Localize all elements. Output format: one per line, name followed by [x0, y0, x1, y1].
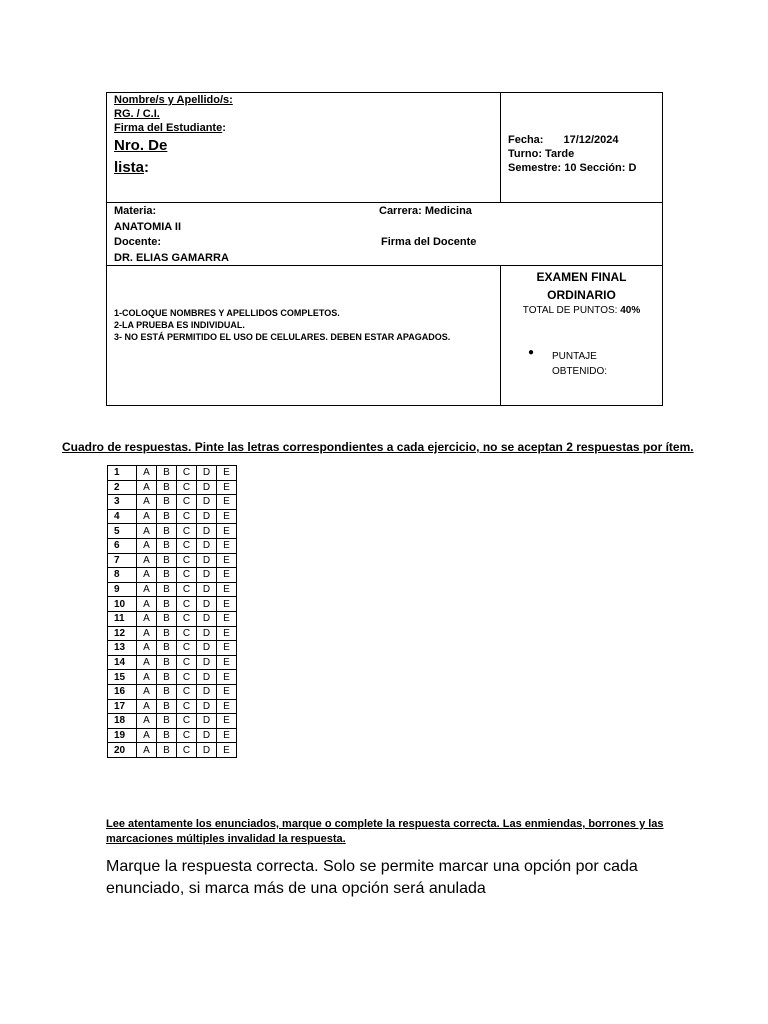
answer-row — [108, 728, 237, 743]
answer-option-d[interactable]: D — [197, 509, 217, 524]
answer-option-c[interactable]: C — [177, 699, 197, 714]
course-row — [114, 204, 655, 220]
answer-option-a[interactable]: A — [137, 641, 157, 656]
answer-option-a[interactable]: A — [137, 728, 157, 743]
answer-option-e[interactable]: E — [217, 626, 237, 641]
question-number: 20 — [108, 743, 137, 758]
answer-row — [108, 509, 237, 524]
answer-option-d[interactable]: D — [197, 495, 217, 510]
rg-ci-label: RG. / C.I. — [114, 108, 160, 120]
answer-option-d[interactable]: D — [197, 670, 217, 685]
answer-option-a[interactable]: A — [137, 568, 157, 583]
answer-option-b[interactable]: B — [157, 509, 177, 524]
answer-row — [108, 611, 237, 626]
answer-option-c[interactable]: C — [177, 568, 197, 583]
answer-option-c[interactable]: C — [177, 655, 197, 670]
answer-row — [108, 538, 237, 553]
answer-row — [108, 655, 237, 670]
score-label — [552, 349, 607, 379]
answer-row — [108, 597, 237, 612]
question-number: 12 — [108, 626, 137, 641]
answer-option-c[interactable]: C — [177, 597, 197, 612]
rule-item: 3- NO ESTÁ PERMITIDO EL USO DE CELULARES. DEBEN ESTAR APAGADOS. — [114, 331, 451, 342]
question-number: 17 — [108, 699, 137, 714]
answer-option-d[interactable]: D — [197, 641, 217, 656]
answer-option-a[interactable]: A — [137, 524, 157, 539]
answer-option-b[interactable]: B — [157, 611, 177, 626]
answer-option-a[interactable]: A — [137, 480, 157, 495]
answer-option-b[interactable]: B — [157, 728, 177, 743]
answer-option-a[interactable]: A — [137, 509, 157, 524]
answer-option-d[interactable]: D — [197, 655, 217, 670]
question-number: 4 — [108, 509, 137, 524]
answer-option-d[interactable]: D — [197, 466, 217, 481]
answer-row — [108, 568, 237, 583]
answer-option-b[interactable]: B — [157, 538, 177, 553]
answer-row — [108, 743, 237, 758]
answer-option-e[interactable]: E — [217, 684, 237, 699]
answer-option-e[interactable]: E — [217, 670, 237, 685]
exam-title-line2: ORDINARIO — [547, 288, 616, 302]
answer-row — [108, 495, 237, 510]
answer-option-d[interactable]: D — [197, 699, 217, 714]
answer-option-e[interactable]: E — [217, 466, 237, 481]
answer-option-e[interactable]: E — [217, 655, 237, 670]
question-number: 2 — [108, 480, 137, 495]
list-label: lista — [114, 159, 145, 176]
answer-option-b[interactable]: B — [157, 495, 177, 510]
answer-option-d[interactable]: D — [197, 524, 217, 539]
answer-option-d[interactable]: D — [197, 597, 217, 612]
question-number: 15 — [108, 670, 137, 685]
answer-option-a[interactable]: A — [137, 495, 157, 510]
answer-option-c[interactable]: C — [177, 466, 197, 481]
course-label: Materia: — [114, 205, 157, 217]
answer-option-d[interactable]: D — [197, 611, 217, 626]
answer-option-b[interactable]: B — [157, 655, 177, 670]
answer-option-e[interactable]: E — [217, 553, 237, 568]
answer-row — [108, 641, 237, 656]
teacher-label: Docente: — [114, 236, 162, 248]
question-number: 14 — [108, 655, 137, 670]
question-number: 3 — [108, 495, 137, 510]
answer-row — [108, 480, 237, 495]
answer-option-c[interactable]: C — [177, 538, 197, 553]
answer-option-e[interactable]: E — [217, 480, 237, 495]
answer-sheet-instruction: Cuadro de respuestas. Pinte las letras correspondientes a cada ejercicio, no se aceptan 2 respuestas por ítem. — [62, 440, 694, 454]
answer-row — [108, 626, 237, 641]
answer-option-e[interactable]: E — [217, 538, 237, 553]
answer-option-c[interactable]: C — [177, 743, 197, 758]
answer-option-b[interactable]: B — [157, 553, 177, 568]
answer-option-c[interactable]: C — [177, 641, 197, 656]
date-label: Fecha: — [508, 133, 544, 146]
rule-item: 2-LA PRUEBA ES INDIVIDUAL. — [114, 319, 245, 330]
question-number: 16 — [108, 684, 137, 699]
question-number: 10 — [108, 597, 137, 612]
question-number: 13 — [108, 641, 137, 656]
answer-option-c[interactable]: C — [177, 582, 197, 597]
answer-option-e[interactable]: E — [217, 699, 237, 714]
answer-option-c[interactable]: C — [177, 553, 197, 568]
answer-option-d[interactable]: D — [197, 538, 217, 553]
answer-option-b[interactable]: B — [157, 743, 177, 758]
answer-option-a[interactable]: A — [137, 699, 157, 714]
course-info-cell — [107, 203, 663, 266]
answer-option-e[interactable]: E — [217, 582, 237, 597]
answer-option-d[interactable]: D — [197, 626, 217, 641]
shift-text: Turno: Tarde — [508, 147, 575, 160]
exam-header-table — [106, 92, 663, 406]
score-label-line2: OBTENIDO: — [552, 366, 608, 377]
exam-title-line1: EXAMEN FINAL — [536, 270, 627, 284]
student-signature-row: Firma del Estudiante: — [114, 122, 226, 134]
answer-option-d[interactable]: D — [197, 582, 217, 597]
exam-info-cell — [501, 266, 663, 406]
answer-option-c[interactable]: C — [177, 524, 197, 539]
total-points-label: TOTAL DE PUNTOS: — [522, 305, 618, 316]
answer-option-e[interactable]: E — [217, 743, 237, 758]
question-number: 18 — [108, 714, 137, 729]
answer-option-b[interactable]: B — [157, 641, 177, 656]
student-info-cell — [107, 93, 501, 203]
answer-option-b[interactable]: B — [157, 670, 177, 685]
date-row — [508, 133, 655, 147]
answer-row — [108, 699, 237, 714]
question-number: 8 — [108, 568, 137, 583]
answer-option-e[interactable]: E — [217, 611, 237, 626]
answer-option-b[interactable]: B — [157, 568, 177, 583]
answer-option-d[interactable]: D — [197, 684, 217, 699]
answer-option-e[interactable]: E — [217, 597, 237, 612]
answer-option-c[interactable]: C — [177, 611, 197, 626]
answer-option-a[interactable]: A — [137, 684, 157, 699]
answer-row — [108, 553, 237, 568]
date-info-cell — [501, 93, 663, 203]
answer-row — [108, 714, 237, 729]
answer-option-c[interactable]: C — [177, 509, 197, 524]
answer-option-c[interactable]: C — [177, 728, 197, 743]
answer-row — [108, 670, 237, 685]
answer-option-c[interactable]: C — [177, 626, 197, 641]
score-row — [508, 347, 655, 377]
answer-option-e[interactable]: E — [217, 728, 237, 743]
answer-option-a[interactable]: A — [137, 538, 157, 553]
answer-option-a[interactable]: A — [137, 611, 157, 626]
answer-option-e[interactable]: E — [217, 509, 237, 524]
answer-option-e[interactable]: E — [217, 641, 237, 656]
list-number-label: Nro. De — [114, 137, 168, 154]
answer-option-e[interactable]: E — [217, 714, 237, 729]
answer-option-b[interactable]: B — [157, 684, 177, 699]
career-text: Carrera: Medicina — [379, 205, 472, 217]
answer-row — [108, 466, 237, 481]
answer-option-e[interactable]: E — [217, 495, 237, 510]
answer-option-c[interactable]: C — [177, 684, 197, 699]
answer-option-a[interactable]: A — [137, 582, 157, 597]
answer-option-e[interactable]: E — [217, 524, 237, 539]
answer-option-c[interactable]: C — [177, 495, 197, 510]
answer-option-b[interactable]: B — [157, 582, 177, 597]
semester-text: Semestre: 10 Sección: D — [508, 161, 637, 174]
answer-option-c[interactable]: C — [177, 480, 197, 495]
date-value: 17/12/2024 — [563, 133, 619, 146]
question-number: 11 — [108, 611, 137, 626]
answer-grid — [107, 465, 237, 758]
answer-option-d[interactable]: D — [197, 714, 217, 729]
answer-option-d[interactable]: D — [197, 480, 217, 495]
teacher-signature-label: Firma del Docente — [381, 236, 477, 248]
answer-option-a[interactable]: A — [137, 553, 157, 568]
answer-row — [108, 684, 237, 699]
question-number: 9 — [108, 582, 137, 597]
question-number: 6 — [108, 538, 137, 553]
answer-option-e[interactable]: E — [217, 568, 237, 583]
footer-warning: Lee atentamente los enunciados, marque o complete la respuesta correcta. Las enmiendas, borrones y las marcaciones múltiples invalidad la respuesta. — [106, 818, 664, 845]
answer-option-d[interactable]: D — [197, 743, 217, 758]
bullet-icon: ● — [528, 347, 535, 358]
answer-option-b[interactable]: B — [157, 480, 177, 495]
teacher-value: DR. ELIAS GAMARRA — [114, 252, 229, 264]
answer-option-a[interactable]: A — [137, 714, 157, 729]
answer-option-b[interactable]: B — [157, 597, 177, 612]
question-number: 1 — [108, 466, 137, 481]
score-label-line1: PUNTAJE — [552, 351, 597, 362]
answer-row — [108, 524, 237, 539]
answer-option-a[interactable]: A — [137, 743, 157, 758]
course-value: ANATOMIA II — [114, 221, 182, 233]
footer-warning-text: Lee atentamente los enunciados, marque o complete la respuesta correcta. Las enmiendas, borrones y las marcaciones múltiples invalidad la respuesta — [106, 818, 664, 845]
answer-option-c[interactable]: C — [177, 670, 197, 685]
answer-option-a[interactable]: A — [137, 655, 157, 670]
answer-option-b[interactable]: B — [157, 714, 177, 729]
answer-option-b[interactable]: B — [157, 524, 177, 539]
list-label-row: lista: — [114, 159, 150, 176]
total-points-value: 40% — [620, 305, 641, 316]
answer-option-b[interactable]: B — [157, 699, 177, 714]
rules-cell — [107, 266, 501, 406]
teacher-row — [114, 235, 655, 251]
student-signature-label: Firma del Estudiante — [114, 122, 223, 134]
answer-row — [108, 582, 237, 597]
answer-option-d[interactable]: D — [197, 568, 217, 583]
answer-option-b[interactable]: B — [157, 626, 177, 641]
total-points-row — [508, 304, 655, 317]
rule-item: 1-COLOQUE NOMBRES Y APELLIDOS COMPLETOS. — [114, 307, 340, 318]
answer-option-d[interactable]: D — [197, 553, 217, 568]
question-number: 5 — [108, 524, 137, 539]
answer-option-a[interactable]: A — [137, 466, 157, 481]
answer-option-a[interactable]: A — [137, 597, 157, 612]
student-name-label: Nombre/s y Apellido/s: — [114, 94, 233, 106]
answer-option-d[interactable]: D — [197, 728, 217, 743]
answer-option-a[interactable]: A — [137, 626, 157, 641]
question-number: 19 — [108, 728, 137, 743]
footer-instruction: Marque la respuesta correcta. Solo se permite marcar una opción por cada enunciado, si marca más de una opción será anulada — [106, 858, 638, 897]
question-number: 7 — [108, 553, 137, 568]
answer-option-a[interactable]: A — [137, 670, 157, 685]
answer-option-c[interactable]: C — [177, 714, 197, 729]
answer-option-b[interactable]: B — [157, 466, 177, 481]
